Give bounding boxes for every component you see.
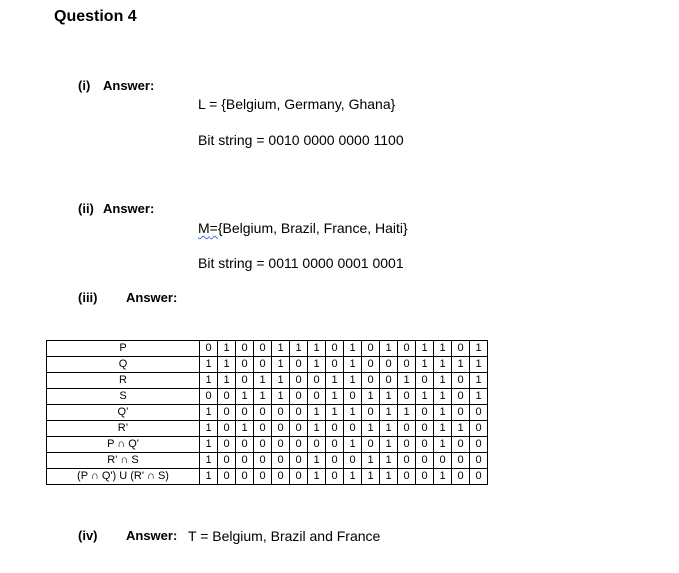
bit-cell: 1 <box>434 341 452 357</box>
bit-cell: 1 <box>434 389 452 405</box>
bit-cell: 0 <box>326 421 344 437</box>
bit-cell: 1 <box>344 341 362 357</box>
bit-cell: 1 <box>434 437 452 453</box>
bit-cell: 0 <box>344 389 362 405</box>
row-label: P <box>47 341 200 357</box>
bit-cell: 1 <box>308 453 326 469</box>
row-label: Q <box>47 357 200 373</box>
bit-cell: 1 <box>218 373 236 389</box>
part-iv-answer-label: Answer: <box>126 528 178 543</box>
bit-cell: 0 <box>452 341 470 357</box>
part-i-answer-label: Answer: <box>103 78 155 93</box>
bit-cell: 0 <box>272 437 290 453</box>
truth-table <box>46 340 488 485</box>
bit-cell: 1 <box>434 405 452 421</box>
bit-cell: 0 <box>434 453 452 469</box>
table-row <box>47 469 488 485</box>
bit-cell: 0 <box>308 373 326 389</box>
bit-cell: 0 <box>344 453 362 469</box>
bit-cell: 0 <box>470 421 488 437</box>
bit-cell: 1 <box>452 357 470 373</box>
bit-cell: 0 <box>218 405 236 421</box>
bit-cell: 0 <box>416 405 434 421</box>
bit-cell: 0 <box>326 357 344 373</box>
bit-cell: 1 <box>308 405 326 421</box>
bit-cell: 0 <box>470 405 488 421</box>
bit-cell: 1 <box>380 421 398 437</box>
bit-cell: 1 <box>344 469 362 485</box>
bit-cell: 1 <box>326 373 344 389</box>
bit-cell: 0 <box>326 469 344 485</box>
bit-cell: 1 <box>380 437 398 453</box>
bit-cell: 1 <box>380 469 398 485</box>
bit-cell: 1 <box>380 453 398 469</box>
bit-cell: 1 <box>272 373 290 389</box>
bit-cell: 1 <box>200 357 218 373</box>
bit-cell: 1 <box>344 405 362 421</box>
bit-cell: 0 <box>308 389 326 405</box>
row-label: (P ∩ Q') U (R' ∩ S) <box>47 469 200 485</box>
bit-cell: 1 <box>200 421 218 437</box>
bit-cell: 1 <box>452 421 470 437</box>
bit-cell: 0 <box>254 421 272 437</box>
table-row <box>47 341 488 357</box>
bit-cell: 0 <box>470 453 488 469</box>
bit-cell: 0 <box>416 437 434 453</box>
bit-cell: 1 <box>362 453 380 469</box>
bit-cell: 0 <box>236 373 254 389</box>
bit-cell: 0 <box>290 373 308 389</box>
bit-cell: 1 <box>380 341 398 357</box>
bit-cell: 1 <box>308 469 326 485</box>
part-i-set-l: L = {Belgium, Germany, Ghana} <box>198 96 396 112</box>
bit-cell: 0 <box>470 469 488 485</box>
bit-cell: 0 <box>308 437 326 453</box>
bit-cell: 1 <box>416 389 434 405</box>
bit-cell: 1 <box>416 357 434 373</box>
bit-cell: 0 <box>254 437 272 453</box>
table-row <box>47 453 488 469</box>
part-iv-answer-text: T = Belgium, Brazil and France <box>188 528 381 544</box>
bit-cell: 1 <box>200 373 218 389</box>
bit-cell: 0 <box>236 437 254 453</box>
part-ii-bit-string: Bit string = 0011 0000 0001 0001 <box>198 255 404 271</box>
bit-cell: 1 <box>290 341 308 357</box>
bit-cell: 1 <box>470 357 488 373</box>
bit-cell: 1 <box>218 357 236 373</box>
bit-cell: 1 <box>254 373 272 389</box>
bit-cell: 1 <box>236 421 254 437</box>
part-ii-answer-label: Answer: <box>103 201 155 216</box>
bit-cell: 0 <box>326 341 344 357</box>
part-i-bit-string: Bit string = 0010 0000 0000 1100 <box>198 132 404 148</box>
bit-cell: 1 <box>380 405 398 421</box>
bit-cell: 1 <box>434 357 452 373</box>
bit-cell: 0 <box>236 341 254 357</box>
table-row <box>47 405 488 421</box>
bit-cell: 0 <box>452 373 470 389</box>
bit-cell: 0 <box>272 469 290 485</box>
bit-cell: 0 <box>416 469 434 485</box>
bit-cell: 1 <box>344 357 362 373</box>
bit-cell: 0 <box>290 405 308 421</box>
bit-cell: 1 <box>272 341 290 357</box>
bit-cell: 0 <box>236 357 254 373</box>
bit-cell: 1 <box>218 341 236 357</box>
bit-cell: 0 <box>200 389 218 405</box>
bit-cell: 0 <box>362 373 380 389</box>
bit-cell: 0 <box>236 453 254 469</box>
row-label: P ∩ Q' <box>47 437 200 453</box>
bit-cell: 1 <box>326 405 344 421</box>
bit-cell: 0 <box>254 357 272 373</box>
bit-cell: 0 <box>218 421 236 437</box>
bit-cell: 1 <box>344 437 362 453</box>
bit-cell: 0 <box>398 389 416 405</box>
bit-cell: 1 <box>362 421 380 437</box>
bit-cell: 1 <box>308 341 326 357</box>
bit-cell: 0 <box>254 341 272 357</box>
bit-cell: 0 <box>290 453 308 469</box>
question-title: Question 4 <box>54 8 137 25</box>
set-m-members: {Belgium, Brazil, France, Haiti} <box>217 220 408 236</box>
table-row <box>47 437 488 453</box>
row-label: S <box>47 389 200 405</box>
bit-cell: 0 <box>290 469 308 485</box>
bit-cell: 0 <box>326 453 344 469</box>
bit-cell: 1 <box>398 373 416 389</box>
bit-cell: 1 <box>416 341 434 357</box>
bit-cell: 0 <box>380 373 398 389</box>
bit-cell: 0 <box>452 389 470 405</box>
bit-cell: 0 <box>398 341 416 357</box>
bit-cell: 0 <box>398 437 416 453</box>
row-label: R’ <box>47 421 200 437</box>
truth-table-body <box>47 341 488 485</box>
bit-cell: 0 <box>416 453 434 469</box>
bit-cell: 1 <box>200 469 218 485</box>
bit-cell: 1 <box>272 357 290 373</box>
bit-cell: 1 <box>308 357 326 373</box>
bit-cell: 1 <box>200 405 218 421</box>
bit-cell: 1 <box>362 469 380 485</box>
bit-cell: 0 <box>326 437 344 453</box>
bit-cell: 0 <box>290 357 308 373</box>
part-iii-label: (iii) <box>78 290 98 305</box>
bit-cell: 0 <box>236 405 254 421</box>
bit-cell: 0 <box>218 453 236 469</box>
bit-cell: 0 <box>200 341 218 357</box>
bit-cell: 0 <box>362 357 380 373</box>
bit-cell: 1 <box>470 341 488 357</box>
bit-cell: 0 <box>290 421 308 437</box>
bit-cell: 1 <box>236 389 254 405</box>
bit-cell: 1 <box>434 421 452 437</box>
row-label: R' ∩ S <box>47 453 200 469</box>
bit-cell: 0 <box>290 389 308 405</box>
set-m-name: M <box>198 220 210 236</box>
table-row <box>47 357 488 373</box>
bit-cell: 0 <box>416 373 434 389</box>
bit-cell: 1 <box>254 389 272 405</box>
bit-cell: 1 <box>344 373 362 389</box>
bit-cell: 1 <box>380 389 398 405</box>
bit-cell: 0 <box>362 341 380 357</box>
bit-cell: 0 <box>254 405 272 421</box>
row-label: Q’ <box>47 405 200 421</box>
row-label: R <box>47 373 200 389</box>
bit-cell: 0 <box>218 437 236 453</box>
part-i-label: (i) <box>78 78 91 93</box>
bit-cell: 1 <box>470 389 488 405</box>
table-row <box>47 373 488 389</box>
bit-cell: 0 <box>344 421 362 437</box>
bit-cell: 1 <box>200 437 218 453</box>
bit-cell: 0 <box>416 421 434 437</box>
bit-cell: 1 <box>272 389 290 405</box>
table-row <box>47 421 488 437</box>
bit-cell: 1 <box>434 469 452 485</box>
bit-cell: 1 <box>362 389 380 405</box>
bit-cell: 1 <box>398 405 416 421</box>
bit-cell: 0 <box>290 437 308 453</box>
bit-cell: 1 <box>308 421 326 437</box>
bit-cell: 0 <box>218 389 236 405</box>
bit-cell: 0 <box>452 437 470 453</box>
bit-cell: 1 <box>200 453 218 469</box>
bit-cell: 1 <box>326 389 344 405</box>
bit-cell: 0 <box>380 357 398 373</box>
part-ii-label: (ii) <box>78 201 94 216</box>
bit-cell: 0 <box>398 357 416 373</box>
bit-cell: 0 <box>218 469 236 485</box>
part-iv-label: (iv) <box>78 528 98 543</box>
bit-cell: 0 <box>452 469 470 485</box>
bit-cell: 0 <box>452 453 470 469</box>
set-m-equals: = <box>209 220 218 236</box>
bit-cell: 0 <box>272 453 290 469</box>
table-row <box>47 389 488 405</box>
bit-cell: 0 <box>236 469 254 485</box>
bit-cell: 0 <box>452 405 470 421</box>
bit-cell: 0 <box>470 437 488 453</box>
bit-cell: 1 <box>434 373 452 389</box>
part-ii-set-m <box>198 220 408 236</box>
bit-cell: 0 <box>398 469 416 485</box>
bit-cell: 0 <box>272 421 290 437</box>
bit-cell: 0 <box>362 405 380 421</box>
bit-cell: 0 <box>362 437 380 453</box>
bit-cell: 0 <box>254 469 272 485</box>
spellcheck-flagged-text <box>198 220 218 236</box>
bit-cell: 0 <box>272 405 290 421</box>
bit-cell: 0 <box>398 421 416 437</box>
part-iii-answer-label: Answer: <box>126 290 178 305</box>
bit-cell: 1 <box>470 373 488 389</box>
bit-cell: 0 <box>254 453 272 469</box>
bit-cell: 0 <box>398 453 416 469</box>
